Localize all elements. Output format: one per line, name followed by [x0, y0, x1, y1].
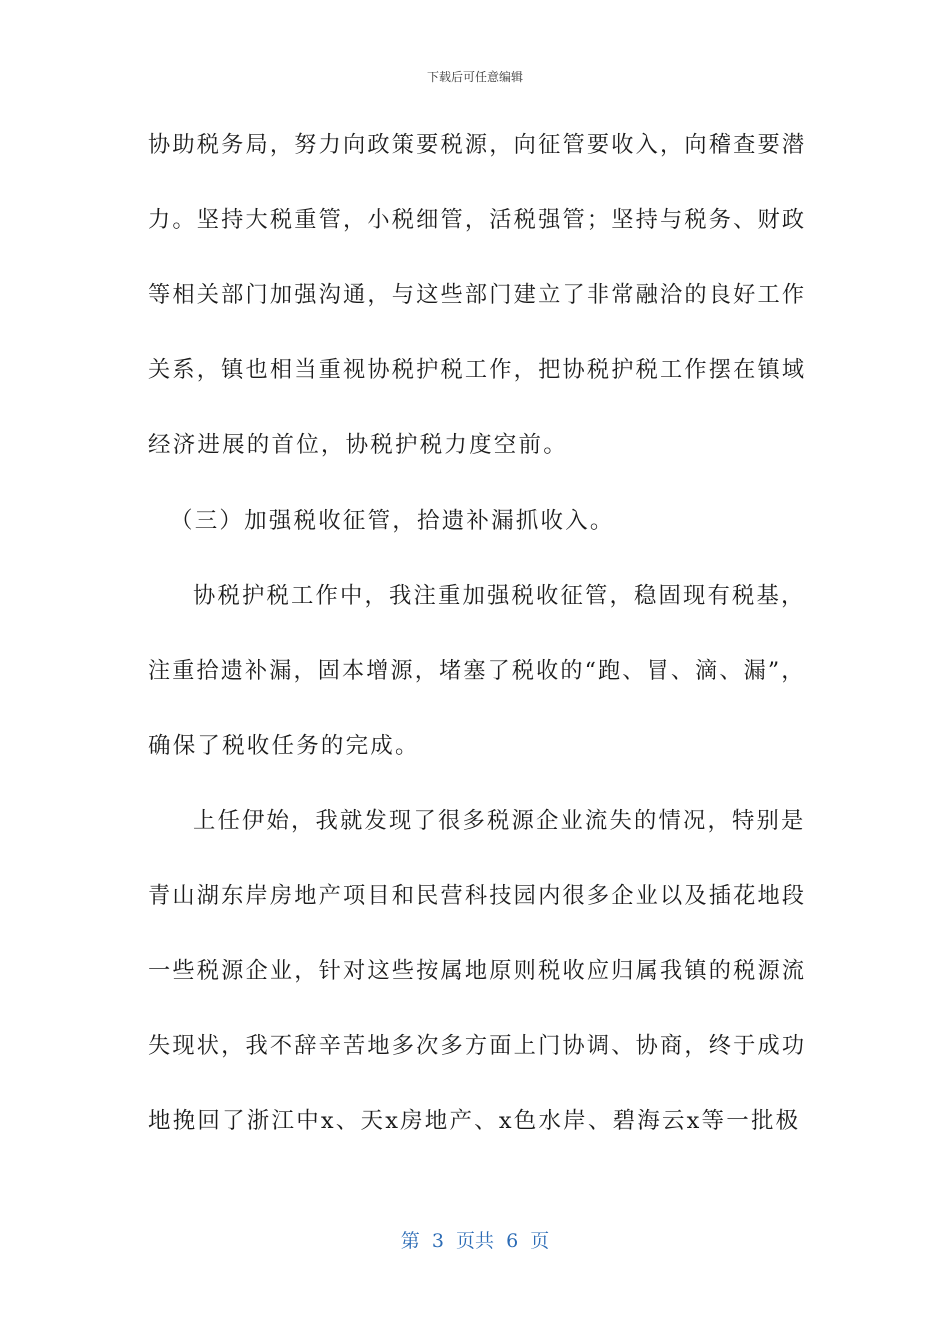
text-line: 协助税务局，努力向政策要税源，向征管要收入，向稽查要潜 [148, 132, 807, 158]
text-line: 确保了税收任务的完成。 [148, 733, 420, 759]
paragraph-first-line: 协税护税工作中，我注重加强税收征管，稳固现有税基， [193, 583, 806, 609]
paragraph-first-line: 上任伊始，我就发现了很多税源企业流失的情况，特别是 [193, 808, 806, 834]
text-line: 经济进展的首位，协税护税力度空前。 [148, 432, 568, 458]
text-line: 等相关部门加强沟通，与这些部门建立了非常融洽的良好工作 [148, 282, 807, 308]
text-line: 青山湖东岸房地产项目和民营科技园内很多企业以及插花地段 [148, 883, 807, 909]
text-line: 关系，镇也相当重视协税护税工作，把协税护税工作摆在镇域 [148, 357, 807, 383]
text-line: 一些税源企业，针对这些按属地原则税收应归属我镇的税源流 [148, 958, 807, 984]
text-line: 地挽回了浙江中x、天x房地产、x色水岸、碧海云x等一批极 [148, 1108, 801, 1134]
text-line: 失现状，我不辞辛苦地多次多方面上门协调、协商，终于成功 [148, 1033, 807, 1059]
text-line: 注重拾遗补漏，固本增源，堵塞了税收的“跑、冒、滴、漏”， [148, 658, 806, 684]
header-note: 下载后可任意编辑 [426, 70, 523, 84]
text-line: 力。坚持大税重管，小税细管，活税强管；坚持与税务、财政 [148, 207, 807, 233]
page-number-footer: 第 3 页共 6 页 [400, 1230, 550, 1252]
section-heading: （三）加强税收征管，拾遗补漏抓收入。 [170, 508, 615, 534]
